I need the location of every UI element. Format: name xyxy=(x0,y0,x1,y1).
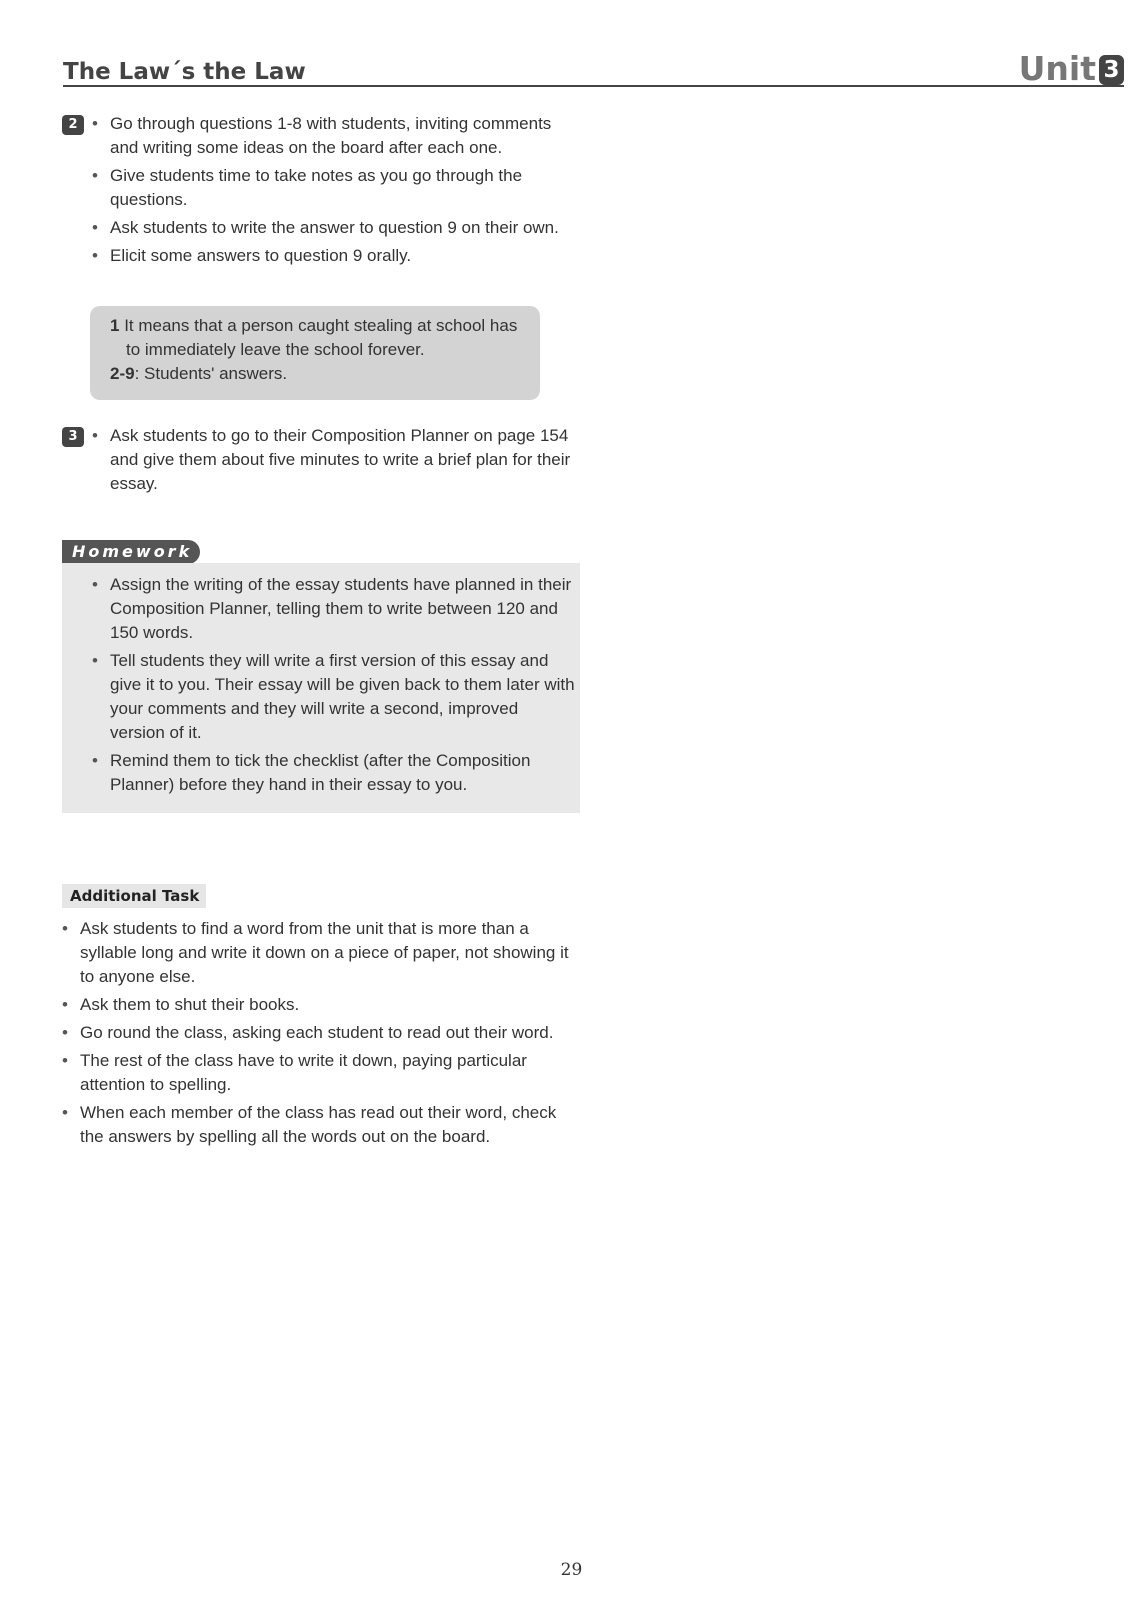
list-item: • Go through questions 1-8 with students, inviting comments and writing some ideas on the board after each one. xyxy=(92,112,582,160)
answer-key-box xyxy=(90,306,540,400)
additional-task-section xyxy=(62,917,582,1153)
unit-label: Unit xyxy=(1018,49,1096,88)
homework-label: Homework xyxy=(62,540,200,564)
list-item: • Tell students they will write a first version of this essay and give it to you. Their essay will be given back to them later with your comments and they will write a second, improved version of it. xyxy=(92,649,576,745)
additional-task-list xyxy=(62,917,582,1149)
list-item: • Remind them to tick the checklist (after the Composition Planner) before they hand in their essay to you. xyxy=(92,749,576,797)
answer-2-9-text: : Students' answers. xyxy=(134,364,288,383)
list-item: • Ask them to shut their books. xyxy=(62,993,582,1017)
page-number: 29 xyxy=(560,1560,583,1580)
answer-1 xyxy=(110,314,528,338)
list-item: • Give students time to take notes as you go through the questions. xyxy=(92,164,582,212)
answer-1-number: 1 xyxy=(110,316,120,335)
list-item: • Go round the class, asking each student to read out their word. xyxy=(62,1021,582,1045)
page-header xyxy=(63,50,1124,87)
additional-task-label: Additional Task xyxy=(62,884,206,908)
answer-1-text: It means that a person caught stealing at school has xyxy=(119,316,518,335)
list-item: • Ask students to write the answer to question 9 on their own. xyxy=(92,216,582,240)
homework-box xyxy=(62,563,580,813)
list-item: • When each member of the class has read out their word, check the answers by spelling all the words out on the board. xyxy=(62,1101,582,1149)
step-3-badge: 3 xyxy=(62,427,84,447)
list-item: • The rest of the class have to write it down, paying particular attention to spelling. xyxy=(62,1049,582,1097)
list-item: • Ask students to go to their Composition Planner on page 154 and give them about five minutes to write a brief plan for their essay. xyxy=(92,424,582,496)
answer-2-9-number: 2-9 xyxy=(110,364,135,383)
list-item: • Elicit some answers to question 9 orally. xyxy=(92,244,582,268)
unit-indicator xyxy=(1018,49,1124,88)
step-3-section xyxy=(62,424,582,500)
list-item: • Assign the writing of the essay students have planned in their Composition Planner, telling them to write between 120 and 150 words. xyxy=(92,573,576,645)
answer-2-9 xyxy=(110,362,528,386)
step-2-badge: 2 xyxy=(62,115,84,135)
page-title: The Law´s the Law xyxy=(63,59,306,85)
homework-list xyxy=(92,573,576,797)
answer-1-continued: to immediately leave the school forever. xyxy=(126,340,425,359)
list-item: • Ask students to find a word from the unit that is more than a syllable long and write it down on a piece of paper, not showing it to anyone else. xyxy=(62,917,582,989)
step-2-section xyxy=(62,112,582,272)
step-2-list xyxy=(92,112,582,268)
unit-number-badge: 3 xyxy=(1099,55,1124,85)
step-3-list xyxy=(92,424,582,496)
